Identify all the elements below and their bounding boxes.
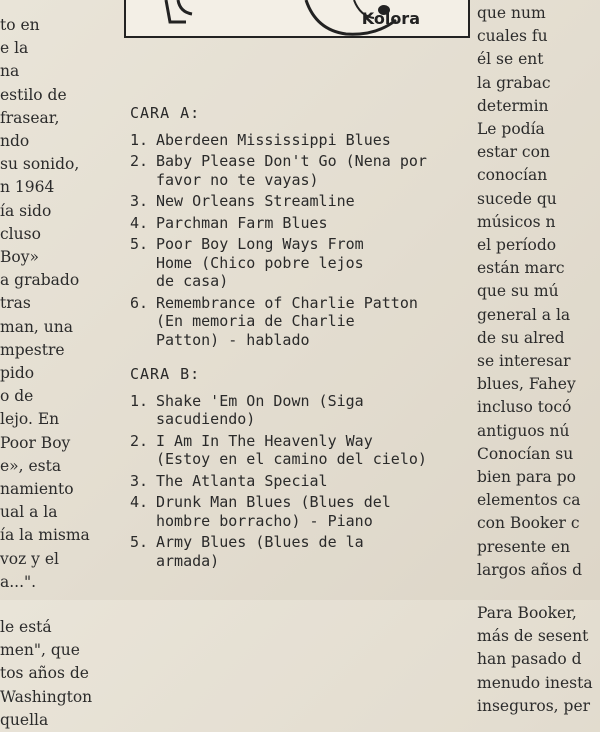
side-b-tracks [130, 392, 475, 571]
right-column-line: blues, Fahey [477, 375, 576, 394]
right-column-line: el período [477, 236, 557, 255]
left-column-line: Washington [0, 687, 93, 706]
right-column-line: él se ent [477, 50, 544, 69]
left-text-column [0, 14, 112, 732]
track-title: Shake 'Em On Down (Siga sacudiendo) [156, 391, 364, 428]
right-text-column [477, 2, 600, 718]
paragraph-gap [0, 594, 112, 616]
track-item [130, 152, 475, 189]
side-a-title: CARA A: [130, 104, 201, 122]
track-item [130, 493, 475, 530]
left-column-line: cluso [0, 224, 41, 243]
right-column-line: inseguros, per [477, 696, 591, 715]
right-column-line: han pasado d [477, 650, 582, 669]
track-number: 5. [130, 235, 149, 253]
track-number: 6. [130, 293, 149, 312]
left-column-line: o de [0, 387, 34, 406]
right-column-line: Le podía [477, 120, 545, 139]
left-column-line: Boy» [0, 248, 39, 267]
left-column-line: a grabado [0, 271, 80, 290]
right-column-line: se interesar [477, 352, 571, 371]
right-column-line: antiguos nú [477, 421, 570, 440]
left-column-line: na [0, 62, 20, 81]
right-column-line: que su mú [477, 282, 559, 301]
left-column-line: ual a la [0, 503, 58, 522]
track-title: Poor Boy Long Ways From Home (Chico pobre lejos de casa) [156, 235, 364, 290]
left-column-line: a...". [0, 572, 37, 591]
logo-illustration [124, 0, 470, 38]
left-column-line: estilo de [0, 85, 67, 104]
right-column-line: presente en [477, 537, 571, 556]
track-item [130, 214, 475, 233]
right-column-line: bien para po [477, 468, 576, 487]
left-column-line: to en [0, 16, 40, 34]
right-column-line: más de sesent [477, 627, 589, 646]
track-number: 4. [130, 493, 149, 511]
side-a-tracks [130, 131, 475, 350]
left-column-line: man, una [0, 317, 73, 336]
left-column-line: e la [0, 39, 29, 58]
right-column-line: conocían [477, 166, 548, 185]
left-column-line: quella [0, 710, 49, 729]
right-column-line: cuales fu [477, 27, 548, 46]
left-column-line: e», esta [0, 456, 62, 475]
track-title: Aberdeen Mississippi Blues [156, 130, 391, 149]
left-column-line: tos años de [0, 664, 89, 683]
cartoon-illustration-icon [126, 0, 472, 38]
track-item [130, 131, 475, 150]
track-item [130, 235, 475, 291]
track-number: 2. [130, 431, 149, 450]
track-number: 3. [130, 471, 149, 490]
right-column-line: de su alred [477, 328, 565, 347]
left-column-line: voz y el [0, 549, 59, 568]
left-column-line: pido [0, 364, 35, 383]
right-column-line: sucede qu [477, 189, 557, 208]
right-column-line: músicos n [477, 212, 556, 231]
track-item [130, 294, 475, 350]
track-number: 3. [130, 192, 149, 210]
right-column-line: elementos ca [477, 491, 581, 510]
tracklist [130, 104, 475, 573]
track-number: 4. [130, 213, 149, 232]
track-title: Parchman Farm Blues [156, 213, 328, 232]
right-column-line: determin [477, 96, 549, 115]
right-column-line: con Booker c [477, 514, 580, 533]
track-number: 5. [130, 533, 149, 551]
right-column-line: largos años d [477, 560, 583, 579]
left-column-line: tras [0, 294, 31, 313]
track-item [130, 192, 475, 211]
track-title: I Am In The Heavenly Way (Estoy en el camino del cielo) [156, 431, 427, 468]
left-column-line: mpestre [0, 340, 65, 359]
right-column-line: incluso tocó [477, 398, 572, 417]
right-column-line: estar con [477, 143, 550, 162]
side-b-title: CARA B: [130, 365, 201, 383]
right-column-line: están marc [477, 259, 565, 278]
logo-text: Kolora [361, 9, 420, 28]
track-item [130, 533, 475, 570]
left-column-line: frasear, [0, 108, 60, 127]
track-title: Army Blues (Blues de la armada) [156, 533, 364, 570]
left-column-line: Poor Boy [0, 433, 71, 452]
left-column-line: su sonido, [0, 155, 80, 174]
left-column-line: ía sido [0, 201, 52, 220]
track-item [130, 392, 475, 429]
track-item [130, 432, 475, 469]
left-column-line: ndo [0, 132, 30, 151]
track-title: Baby Please Don't Go (Nena por favor no te vayas) [156, 152, 427, 189]
track-number: 1. [130, 391, 149, 410]
right-column-line: la grabac [477, 73, 551, 92]
left-column-line: men", que [0, 641, 80, 660]
left-column-line: le está [0, 618, 52, 637]
track-title: New Orleans Streamline [156, 192, 355, 210]
left-column-line: lejo. En [0, 410, 60, 429]
right-column-line: menudo inesta [477, 673, 593, 692]
right-column-line: que num [477, 4, 546, 22]
track-number: 1. [130, 130, 149, 149]
track-title: The Atlanta Special [156, 471, 328, 490]
paragraph-gap [477, 582, 600, 602]
left-column-line: namiento [0, 480, 74, 499]
right-column-line: Para Booker, [477, 604, 577, 623]
track-item [130, 472, 475, 491]
track-number: 2. [130, 152, 149, 170]
left-column-line: ía la misma [0, 526, 90, 545]
track-title: Remembrance of Charlie Patton (En memoria de Charlie Patton) - hablado [156, 293, 418, 349]
right-column-line: Conocían su [477, 444, 574, 463]
right-column-line: general a la [477, 305, 571, 324]
track-title: Drunk Man Blues (Blues del hombre borracho) - Piano [156, 493, 391, 530]
left-column-line: n 1964 [0, 178, 55, 197]
